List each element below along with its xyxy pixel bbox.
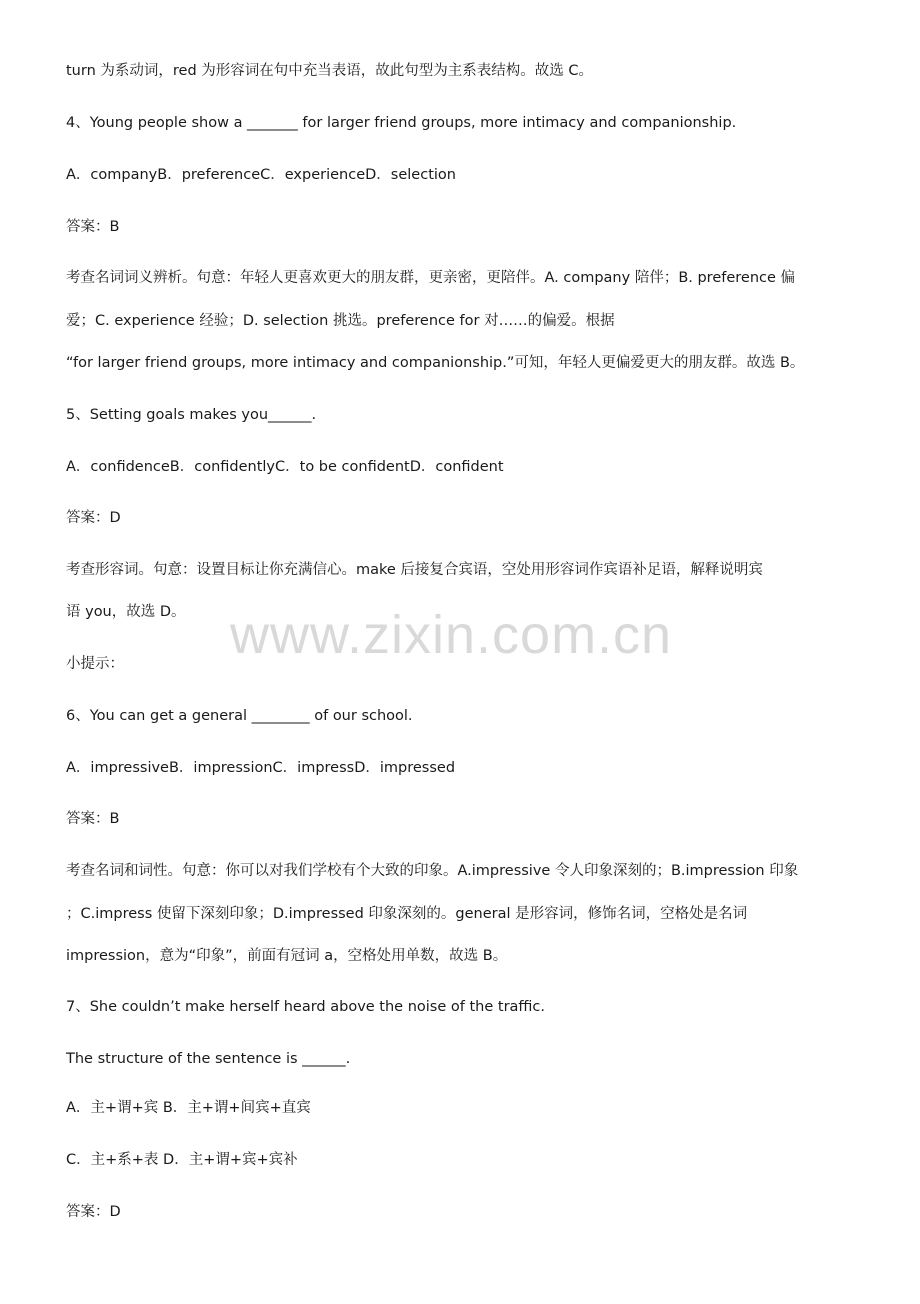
- question-6: 6、You can get a general ________ of our school.: [66, 708, 413, 724]
- explanation-line: “for larger friend groups, more intimacy and companionship.”可知，年轻人更偏爱更大的朋友群。故选 B。: [66, 355, 805, 371]
- explanation-line: 考查形容词。句意：设置目标让你充满信心。make 后接复合宾语，空处用形容词作宾语补足语，解释说明宾: [66, 562, 763, 578]
- watermark-text: www.zixin.com.cn: [230, 605, 673, 665]
- options-4: A．companyB．preferenceC．experienceD．selection: [66, 167, 456, 183]
- explanation-line: impression，意为“印象”，前面有冠词 a，空格处用单数，故选 B。: [66, 948, 508, 964]
- explanation-line: turn 为系动词，red 为形容词在句中充当表语，故此句型为主系表结构。故选 C。: [66, 63, 593, 79]
- explanation-line: 考查名词词义辨析。句意：年轻人更喜欢更大的朋友群，更亲密，更陪伴。A. company 陪伴；B. preference 偏: [66, 270, 796, 286]
- answer-5: 答案：D: [66, 510, 121, 526]
- options-7-cd: C．主+系+表 D．主+谓+宾+宾补: [66, 1152, 298, 1168]
- explanation-line: 爱；C. experience 经验；D. selection 挑选。preference for 对……的偏爱。根据: [66, 313, 615, 329]
- question-4: 4、Young people show a _______ for larger friend groups, more intimacy and companionship.: [66, 115, 737, 131]
- options-5: A．confidenceB．confidentlyC．to be confidentD．confident: [66, 459, 504, 475]
- question-5: 5、Setting goals makes you______.: [66, 407, 317, 423]
- tip-label: 小提示：: [66, 656, 124, 672]
- answer-6: 答案：B: [66, 811, 120, 827]
- explanation-line: 考查名词和词性。句意：你可以对我们学校有个大致的印象。A.impressive 令人印象深刻的；B.impression 印象: [66, 863, 799, 879]
- explanation-line: ；C.impress 使留下深刻印象；D.impressed 印象深刻的。general 是形容词，修饰名词，空格处是名词: [66, 906, 748, 922]
- answer-4: 答案：B: [66, 219, 120, 235]
- question-7: 7、She couldn’t make herself heard above the noise of the traffic.: [66, 999, 546, 1015]
- question-7-prompt: The structure of the sentence is ______.: [66, 1051, 351, 1067]
- answer-7: 答案：D: [66, 1204, 121, 1220]
- explanation-line: 语 you，故选 D。: [66, 604, 186, 620]
- options-6: A．impressiveB．impressionC．impressD．impressed: [66, 760, 456, 776]
- options-7-ab: A．主+谓+宾 B．主+谓+间宾+直宾: [66, 1100, 311, 1116]
